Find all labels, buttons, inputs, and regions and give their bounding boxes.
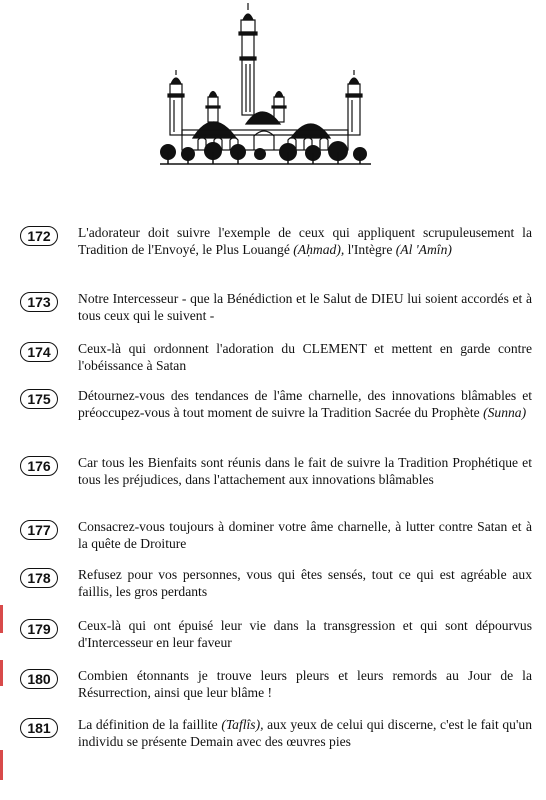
verse-number: 175 (20, 389, 58, 409)
verse-number: 174 (20, 342, 58, 362)
verse-text: Combien étonnants je trouve leurs pleurs et leurs remords au Jour de la Résurrection, ainsi que leur blâme ! (78, 668, 532, 700)
verse-number: 178 (20, 568, 58, 588)
verse-text: Consacrez-vous toujours à dominer votre âme charnelle, à lutter contre Satan et à la quête de Droiture (78, 519, 532, 551)
verse-number: 180 (20, 669, 58, 689)
edge-mark (0, 605, 3, 633)
verse-number: 173 (20, 292, 58, 312)
verse-text: Notre Intercesseur - que la Bénédiction et le Salut de DIEU lui soient accordés et à tous ceux qui le suivent - (78, 291, 532, 323)
mosque-illustration (158, 2, 373, 168)
verse-number: 176 (20, 456, 58, 476)
verse-text: L'adorateur doit suivre l'exemple de ceux qui appliquent scrupuleusement la Tradition de l'Envoyé, le Plus Louangé (Aḥmad), l'Intègre (Al 'Amîn) (78, 225, 532, 257)
verse-text: Refusez pour vos personnes, vous qui êtes sensés, tout ce qui est agréable aux faillis, les gros perdants (78, 567, 532, 599)
verse-number: 179 (20, 619, 58, 639)
verse-text: Ceux-là qui ont épuisé leur vie dans la transgression et qui sont dépourvus d'Intercesseur en leur faveur (78, 618, 532, 650)
verse-number: 177 (20, 520, 58, 540)
edge-mark (0, 660, 3, 686)
verse-text: Ceux-là qui ordonnent l'adoration du CLEMENT et mettent en garde contre l'obéissance à Satan (78, 341, 532, 373)
verse-number: 181 (20, 718, 58, 738)
verse-text: Car tous les Bienfaits sont réunis dans le fait de suivre la Tradition Prophétique et tous les préjudices, dans l'attachement aux innovations blâmables (78, 455, 532, 487)
verse-text: Détournez-vous des tendances de l'âme charnelle, des innovations blâmables et préoccupez-vous à tout moment de suivre la Tradition Sacrée du Prophète (Sunna) (78, 388, 532, 420)
verse-text: La définition de la faillite (Taflîs), aux yeux de celui qui discerne, c'est le fait qu'un individu se présente Demain avec des œuvres pies (78, 717, 532, 749)
verse-number: 172 (20, 226, 58, 246)
edge-mark (0, 750, 3, 780)
